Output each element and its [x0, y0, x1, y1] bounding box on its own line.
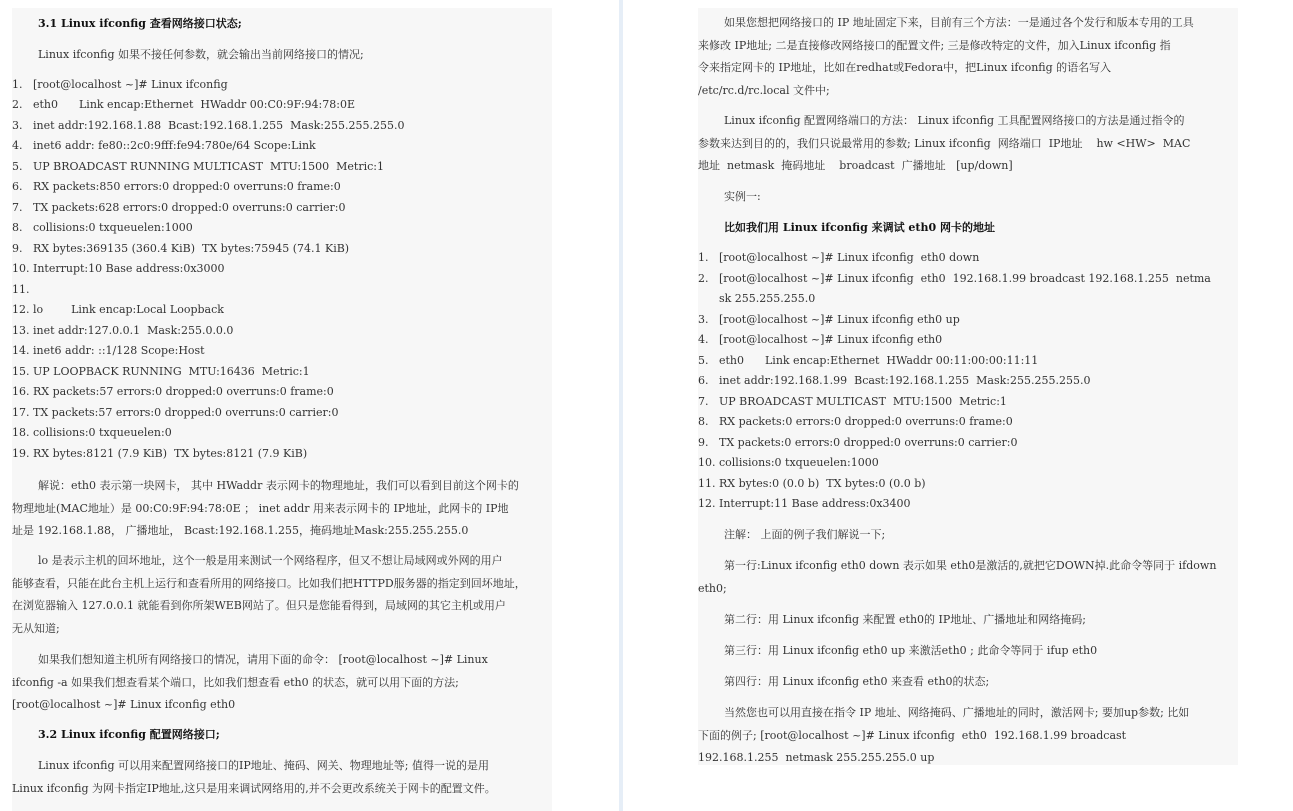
code-line: 13. inet addr:127.0.0.1 Mask:255.0.0.0: [12, 324, 234, 337]
document-page-left: 3.1 Linux ifconfig 查看网络接口状态; Linux ifconfig 如果不接任何参数，就会输出当前网络接口的情况; 1. [root@localhost ~]# Linux ifconfig 2. eth0 Link encap:Ethernet HWaddr 00:C0:9F:94:78:0E 3. inet addr:192.168.1.88 Bcast:192.168.1.255 Mask:255.255.255.0 4. inet6 addr: fe80::2c0:9fff:fe94:780e/64 Scope:Link 5. UP BROADCAST RUNNING MULTICAST MTU:1500 Metric:1 6. RX packets:850 errors:0 dropped:0 overruns:0 frame:0 7. TX packets:628 errors:0 dropped:0 overruns:0 carrier:0 8. collisions:0 txqueuelen:1000 9. RX bytes:369135 (360.4 KiB) TX bytes:75945 (74.1 KiB) 10. Interrupt:10 Base address:0x3000 11. 12. lo Link encap:Local Loopback 13. inet addr:127.0.0.1 Mask:255.0.0.0 14. inet6 addr: ::1/128 Scope:Host 15. UP LOOPBACK RUNNING MTU:16436 Metric:1 16. RX packets:57 errors:0 dropped:0 overruns:0 frame:0 17. TX packets:57 errors:0 dropped:0 overruns:0 carrier:0 18. collisions:0 txqueuelen:0 19. RX bytes:8121 (7.9 KiB) TX bytes:8121 (7.9 KiB) 解说：eth0 表示第一块网卡， 其中 HWaddr 表示网卡的物理地址，我们可以看到目前这个网卡的 物理地址(MAC地址）是 00:C0:9F:94:78:0E ； inet addr 用来表示网卡的 IP地址，此网卡的 IP地 址是 192.168.1.88， 广播地址， Bcast:192.168.1.255，掩码地址Mask:255.255.255.0 lo 是表示主机的回坏地址，这个一般是用来测试一个网络程序，但又不想让局域网或外网的用户 能够查看，只能在此台主机上运行和查看所用的网络接口。比如我们把HTTPD服务器的指定到回坏地址， 在浏览器输入 127.0.0.1 就能看到你所架WEB网站了。但只是您能看得到，局域网的其它主机或用户 无从知道; 如果我们想知道主机所有网络接口的情况，请用下面的命令： [root@localhost ~]# Linux ifconfig -a 如果我们想查看某个端口，比如我们想查看 eth0 的状态，就可以用下面的方法; [root@localhost ~]# Linux ifconfig eth0 3.2 Linux ifconfig 配置网络接口; Linux ifconfig 可以用来配置网络接口的IP地址、掩码、网关、物理地址等; 值得一说的是用 Linux ifconfig 为网卡指定IP地址,这只是用来调试网络用的,并不会更改系统关于网卡的配置文件。: [12, 8, 552, 811]
code-line: 5. eth0 Link encap:Ethernet HWaddr 00:11:00:00:11:11: [698, 354, 1039, 367]
code-line: 9. TX packets:0 errors:0 dropped:0 overruns:0 carrier:0: [698, 436, 1018, 449]
code-line: 10. Interrupt:10 Base address:0x3000: [12, 262, 225, 275]
intro-paragraph: Linux ifconfig 如果不接任何参数，就会输出当前网络接口的情况;: [38, 48, 364, 61]
code-line: 4. inet6 addr: fe80::2c0:9fff:fe94:780e/64 Scope:Link: [12, 139, 316, 152]
note-heading: 注解： 上面的例子我们解说一下;: [724, 528, 886, 541]
code-line: 3. [root@localhost ~]# Linux ifconfig eth0 up: [698, 313, 960, 326]
code-line: 4. [root@localhost ~]# Linux ifconfig eth0: [698, 333, 943, 346]
code-line: 2. [root@localhost ~]# Linux ifconfig eth0 192.168.1.99 broadcast 192.168.1.255 netma: [698, 272, 1211, 285]
section-heading-3-1: 3.1 Linux ifconfig 查看网络接口状态;: [38, 17, 242, 30]
code-line: 19. RX bytes:8121 (7.9 KiB) TX bytes:8121 (7.9 KiB): [12, 447, 308, 460]
code-line: 1. [root@localhost ~]# Linux ifconfig eth0 down: [698, 251, 980, 264]
code-line: 12. lo Link encap:Local Loopback: [12, 303, 224, 316]
code-line: 8. RX packets:0 errors:0 dropped:0 overruns:0 frame:0: [698, 415, 1013, 428]
code-line: 5. UP BROADCAST RUNNING MULTICAST MTU:1500 Metric:1: [12, 160, 384, 173]
code-line: sk 255.255.255.0: [719, 292, 816, 305]
code-line: 7. UP BROADCAST MULTICAST MTU:1500 Metric:1: [698, 395, 1007, 408]
code-line: 16. RX packets:57 errors:0 dropped:0 overruns:0 frame:0: [12, 385, 334, 398]
code-line: 1. [root@localhost ~]# Linux ifconfig: [12, 78, 228, 91]
code-line: 6. inet addr:192.168.1.99 Bcast:192.168.1.255 Mask:255.255.255.0: [698, 374, 1091, 387]
section-heading-3-2: 3.2 Linux ifconfig 配置网络接口;: [38, 728, 220, 741]
code-line: 2. eth0 Link encap:Ethernet HWaddr 00:C0:9F:94:78:0E: [12, 98, 355, 111]
code-line: 14. inet6 addr: ::1/128 Scope:Host: [12, 344, 205, 357]
document-page-right: 如果您想把网络接口的 IP 地址固定下来，目前有三个方法：一是通过各个发行和版本专用的工具 来修改 IP地址; 二是直接修改网络接口的配置文件; 三是修改特定的文件，加入Linux ifconfig 指 令来指定网卡的 IP地址，比如在redhat或Fedora中，把Linux ifconfig 的语名写入 /etc/rc.d/rc.local 文件中; Linux ifconfig 配置网络端口的方法： Linux ifconfig 工具配置网络接口的方法是通过指令的 参数来达到目的的，我们只说最常用的参数; Linux ifconfig 网络端口 IP地址 hw <HW> MAC 地址 netmask 掩码地址 broadcast 广播地址 [up/down] 实例一: 比如我们用 Linux ifconfig 来调试 eth0 网卡的地址 1. [root@localhost ~]# Linux ifconfig eth0 down 2. [root@localhost ~]# Linux ifconfig eth0 192.168.1.99 broadcast 192.168.1.255 netma sk 255.255.255.0 3. [root@localhost ~]# Linux ifconfig eth0 up 4. [root@localhost ~]# Linux ifconfig eth0 5. eth0 Link encap:Ethernet HWaddr 00:11:00:00:11:11 6. inet addr:192.168.1.99 Bcast:192.168.1.255 Mask:255.255.255.0 7. UP BROADCAST MULTICAST MTU:1500 Metric:1 8. RX packets:0 errors:0 dropped:0 overruns:0 frame:0 9. TX packets:0 errors:0 dropped:0 overruns:0 carrier:0 10. collisions:0 txqueuelen:1000 11. RX bytes:0 (0.0 b) TX bytes:0 (0.0 b) 12. Interrupt:11 Base address:0x3400 注解： 上面的例子我们解说一下; 第一行:Linux ifconfig eth0 down 表示如果 eth0是激活的,就把它DOWN掉.此命令等同于 ifdown eth0; 第二行：用 Linux ifconfig 来配置 eth0的 IP地址、广播地址和网络掩码; 第三行：用 Linux ifconfig eth0 up 来激活eth0 ; 此命令等同于 ifup eth0 第四行：用 Linux ifconfig eth0 来查看 eth0的状态; 当然您也可以用直接在指令 IP 地址、网络掩码、广播地址的同时，激活网卡; 要加up参数; 比如 下面的例子; [root@localhost ~]# Linux ifconfig eth0 192.168.1.99 broadcast 192.168.1.255 netmask 255.255.255.0 up: [698, 8, 1238, 765]
note-line-2: 第二行：用 Linux ifconfig 来配置 eth0的 IP地址、广播地址和网络掩码;: [724, 613, 1086, 626]
code-line: 10. collisions:0 txqueuelen:1000: [698, 456, 879, 469]
code-line: 8. collisions:0 txqueuelen:1000: [12, 221, 193, 234]
code-line: 9. RX bytes:369135 (360.4 KiB) TX bytes:75945 (74.1 KiB): [12, 242, 350, 255]
note-line-3: 第三行：用 Linux ifconfig eth0 up 来激活eth0 ; 此命令等同于 ifup eth0: [724, 644, 1098, 657]
code-line: 3. inet addr:192.168.1.88 Bcast:192.168.1.255 Mask:255.255.255.0: [12, 119, 405, 132]
code-line: 17. TX packets:57 errors:0 dropped:0 overruns:0 carrier:0: [12, 406, 339, 419]
code-line: 15. UP LOOPBACK RUNNING MTU:16436 Metric:1: [12, 365, 310, 378]
code-line: 18. collisions:0 txqueuelen:0: [12, 426, 172, 439]
note-line-4: 第四行：用 Linux ifconfig eth0 来查看 eth0的状态;: [724, 675, 990, 688]
code-line: 6. RX packets:850 errors:0 dropped:0 overruns:0 frame:0: [12, 180, 341, 193]
code-line: 11.: [12, 283, 30, 296]
code-line: 12. Interrupt:11 Base address:0x3400: [698, 497, 911, 510]
example-heading: 比如我们用 Linux ifconfig 来调试 eth0 网卡的地址: [724, 221, 995, 234]
page-divider: [619, 0, 623, 811]
code-line: 11. RX bytes:0 (0.0 b) TX bytes:0 (0.0 b): [698, 477, 926, 490]
code-line: 7. TX packets:628 errors:0 dropped:0 overruns:0 carrier:0: [12, 201, 346, 214]
example-label: 实例一:: [724, 190, 761, 203]
